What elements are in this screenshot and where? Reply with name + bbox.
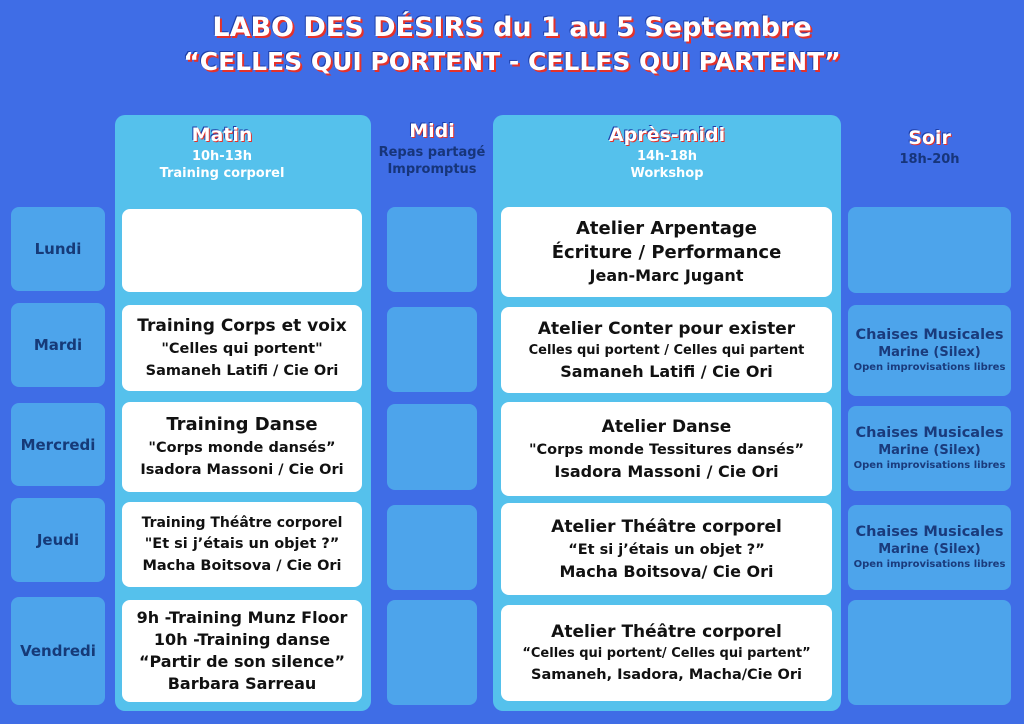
midi-line2: Impromptus [387,162,477,177]
apres-midi-desc: Workshop [630,166,704,181]
matin-vendredi-line: “Partir de son silence” [138,652,346,671]
apres-jeudi-line: “Et si j’étais un objet ?” [568,542,765,558]
matin-desc: Training corporel [159,166,285,181]
matin-vendredi-line: Barbara Sarreau [167,674,317,693]
apres-mercredi-line: "Corps monde Tessitures dansés” [528,442,805,458]
apres-midi-title: Après-midi [608,124,726,146]
day-label-lundi: Lundi [11,207,105,291]
page-subtitle: “CELLES QUI PORTENT - CELLES QUI PARTENT” [183,47,841,76]
matin-mardi-line: "Celles qui portent" [161,341,323,357]
apres-vendredi-line: Samaneh, Isadora, Macha/Cie Ori [531,667,802,683]
soir-mardi-line: Marine (Silex) [878,345,981,360]
apres-jeudi-line: Macha Boitsova/ Cie Ori [559,562,774,581]
midi-jeudi-cell [387,505,477,590]
apres-mercredi-cell [501,402,832,496]
apres-lundi-line: Écriture / Performance [551,242,782,263]
soir-vendredi-cell [848,600,1011,705]
soir-mercredi-line: Chaises Musicales [855,425,1004,441]
soir-jeudi-cell [848,505,1011,590]
matin-mardi-cell [122,305,362,391]
soir-hours: 18h-20h [899,152,960,167]
matin-jeudi-cell [122,502,362,587]
soir-mercredi-line: Open improvisations libres [853,460,1006,471]
soir-mardi-cell [848,305,1011,396]
soir-mardi-line: Open improvisations libres [853,362,1006,373]
apres-vendredi-line: Atelier Théâtre corporel [551,622,782,642]
apres-vendredi-line: “Celles qui portent/ Celles qui partent” [522,646,811,661]
matin-mercredi-cell [122,402,362,492]
day-label-mardi: Mardi [11,303,105,387]
day-label-jeudi: Jeudi [11,498,105,582]
apres-mercredi-line: Isadora Massoni / Cie Ori [554,462,779,481]
apres-lundi-cell [501,207,832,297]
soir-jeudi-line: Marine (Silex) [878,542,981,557]
matin-jeudi-line: Training Théâtre corporel [141,514,343,531]
matin-vendredi-cell [122,600,362,702]
matin-mardi-line: Training Corps et voix [137,316,347,336]
matin-vendredi-line: 10h -Training danse [153,630,331,649]
midi-vendredi-cell [387,600,477,705]
soir-header [848,127,1011,168]
apres-vendredi-cell [501,605,832,701]
matin-vendredi-line: 9h -Training Munz Floor [136,608,348,627]
apres-jeudi-cell [501,503,832,595]
apres-midi-hours: 14h-18h [636,149,698,164]
day-label-vendredi: Vendredi [11,597,105,705]
matin-title: Matin [191,124,253,146]
matin-jeudi-line: "Et si j’étais un objet ?” [144,535,340,552]
midi-lundi-cell [387,207,477,292]
apres-midi-header [493,124,841,182]
soir-mercredi-cell [848,406,1011,491]
matin-lundi-cell [122,209,362,292]
apres-lundi-line: Atelier Arpentage [576,218,757,239]
matin-mercredi-line: Isadora Massoni / Cie Ori [140,462,344,478]
soir-title: Soir [908,127,951,149]
apres-mardi-line: Celles qui portent / Celles qui partent [528,343,805,358]
soir-lundi-cell [848,207,1011,293]
soir-mercredi-line: Marine (Silex) [878,443,981,458]
soir-jeudi-line: Open improvisations libres [853,559,1006,570]
matin-hours: 10h-13h [191,149,253,164]
midi-title: Midi [409,120,455,142]
matin-mardi-line: Samaneh Latifi / Cie Ori [145,363,339,379]
page-title: LABO DES DÉSIRS du 1 au 5 Septembre [212,12,812,43]
matin-mercredi-line: "Corps monde dansés” [148,440,336,456]
midi-header [370,120,494,178]
apres-jeudi-line: Atelier Théâtre corporel [551,517,782,537]
apres-mardi-cell [501,307,832,393]
midi-mardi-cell [387,307,477,392]
apres-mardi-line: Atelier Conter pour exister [537,319,796,339]
midi-mercredi-cell [387,404,477,490]
matin-mercredi-line: Training Danse [166,414,318,435]
soir-mardi-line: Chaises Musicales [855,327,1004,343]
matin-jeudi-line: Macha Boitsova / Cie Ori [142,557,342,574]
midi-line1: Repas partagé [378,145,486,160]
apres-mardi-line: Samaneh Latifi / Cie Ori [560,362,773,381]
day-label-mercredi: Mercredi [11,403,105,486]
soir-jeudi-line: Chaises Musicales [855,524,1004,540]
apres-lundi-line: Jean-Marc Jugant [589,266,744,285]
matin-header [115,124,329,182]
apres-mercredi-line: Atelier Danse [601,417,732,437]
